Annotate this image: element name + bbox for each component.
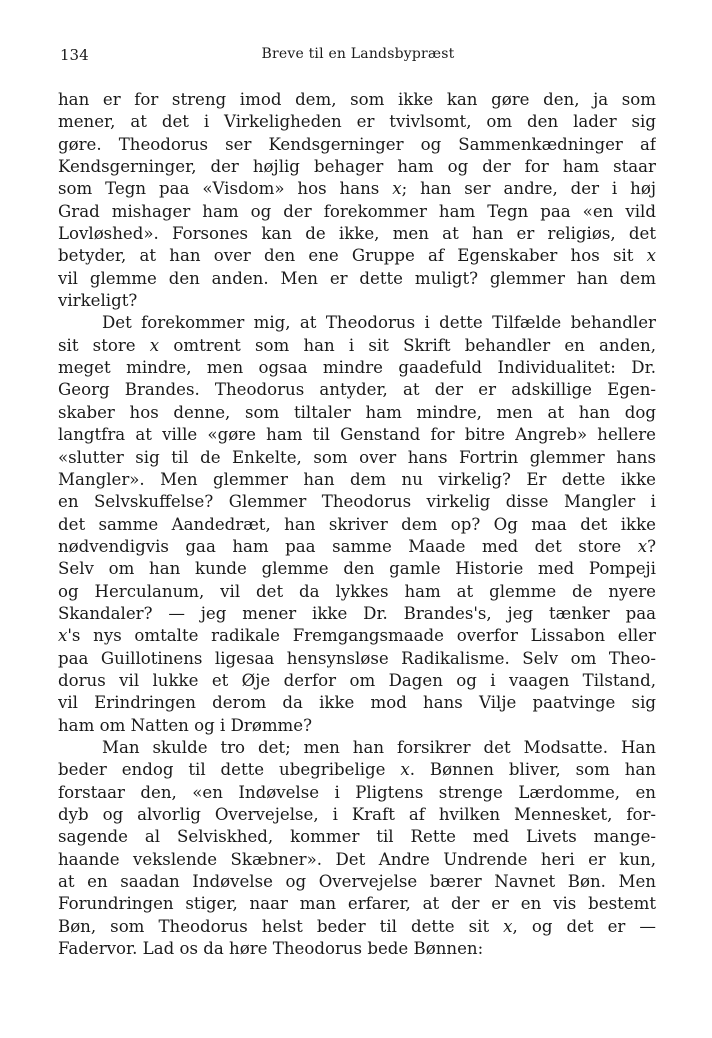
text-line: beder endog til dette ubegribelige x. Bønnen bliver, som han bbox=[58, 760, 656, 780]
text-line: Skandaler? — jeg mener ikke Dr. Brandes's, jeg tænker paa bbox=[58, 603, 656, 623]
text-line: og Herculanum, vil det da lykkes ham at glemme de nyere bbox=[58, 581, 656, 601]
text-line: dyb og alvorlig Overvejelse, i Kraft af hvilken Mennesket, for- bbox=[58, 805, 656, 824]
body-text bbox=[58, 89, 656, 960]
text-line: Georg Brandes. Theodorus antyder, at der er adskillige Egen- bbox=[58, 380, 656, 400]
text-line: Kendsgerninger, der højlig behager ham og der for ham staar bbox=[58, 157, 656, 177]
text-line: det samme Aandedræt, han skriver dem op? Og maa det ikke bbox=[58, 514, 656, 534]
text-line: x's nys omtalte radikale Fremgangsmaade overfor Lissabon eller bbox=[58, 626, 656, 646]
text-line: skaber hos denne, som tiltaler ham mindre, men at han dog bbox=[58, 402, 656, 422]
text-line: gøre. Theodorus ser Kendsgerninger og Sammenkædninger af bbox=[58, 134, 656, 154]
text-line: Det forekommer mig, at Theodorus i dette Tilfælde behandler bbox=[102, 313, 656, 333]
text-line: virkeligt? bbox=[58, 291, 138, 311]
text-line: Lovløshed». Forsones kan de ikke, men at han er religiøs, det bbox=[58, 224, 656, 244]
text-line: dorus vil lukke et Øje derfor om Dagen og i vaagen Tilstand, bbox=[58, 670, 656, 690]
text-line: han er for streng imod dem, som ikke kan gøre den, ja som bbox=[58, 90, 656, 109]
running-title: Breve til en Landsbypræst bbox=[261, 46, 455, 62]
text-line: vil Erindringen derom da ikke mod hans Vilje paatvinge sig bbox=[58, 693, 656, 713]
text-line: «slutter sig til de Enkelte, som over hans Fortrin glemmer hans bbox=[58, 447, 656, 467]
text-line: forstaar den, «en Indøvelse i Pligtens strenge Lærdomme, en bbox=[58, 782, 656, 802]
page-header bbox=[60, 46, 656, 70]
text-line: Fadervor. Lad os da høre Theodorus bede Bønnen: bbox=[58, 939, 484, 959]
text-line: sit store x omtrent som han i sit Skrift behandler en anden, bbox=[58, 335, 656, 355]
text-line: sagende al Selviskhed, kommer til Rette med Livets mange- bbox=[58, 827, 656, 847]
text-line: nødvendigvis gaa ham paa samme Maade med det store x? bbox=[58, 536, 656, 556]
text-line: vil glemme den anden. Men er dette muligt? glemmer han dem bbox=[58, 268, 656, 288]
text-line: Man skulde tro det; men han forsikrer det Modsatte. Han bbox=[102, 737, 656, 757]
text-line: at en saadan Indøvelse og Overvejelse bærer Navnet Bøn. Men bbox=[58, 872, 656, 892]
text-line: Mangler». Men glemmer han dem nu virkelig? Er dette ikke bbox=[58, 469, 656, 489]
text-line: meget mindre, men ogsaa mindre gaadefuld Individualitet: Dr. bbox=[58, 358, 656, 378]
text-line: Forundringen stiger, naar man erfarer, at der er en vis bestemt bbox=[58, 894, 656, 914]
text-line: Grad mishager ham og der forekommer ham Tegn paa «en vild bbox=[58, 201, 656, 221]
text-line: mener, at det i Virkeligheden er tvivlsomt, om den lader sig bbox=[58, 112, 656, 132]
text-line: som Tegn paa «Visdom» hos hans x; han ser andre, der i høj bbox=[58, 179, 656, 199]
text-line: Bøn, som Theodorus helst beder til dette sit x, og det er — bbox=[58, 916, 656, 936]
text-line: haande vekslende Skæbner». Det Andre Undrende heri er kun, bbox=[58, 849, 656, 869]
text-line: Selv om han kunde glemme den gamle Historie med Pompeji bbox=[58, 559, 656, 579]
text-line: ham om Natten og i Drømme? bbox=[58, 715, 313, 735]
text-line: paa Guillotinens ligesaa hensynsløse Radikalisme. Selv om Theo- bbox=[58, 648, 656, 668]
text-line: en Selvskuffelse? Glemmer Theodorus virkelig disse Mangler i bbox=[58, 492, 656, 512]
text-line: langtfra at ville «gøre ham til Genstand for bitre Angreb» hellere bbox=[58, 425, 656, 445]
page-number: 134 bbox=[60, 46, 89, 64]
text-line: betyder, at han over den ene Gruppe af Egenskaber hos sit x bbox=[58, 246, 656, 266]
